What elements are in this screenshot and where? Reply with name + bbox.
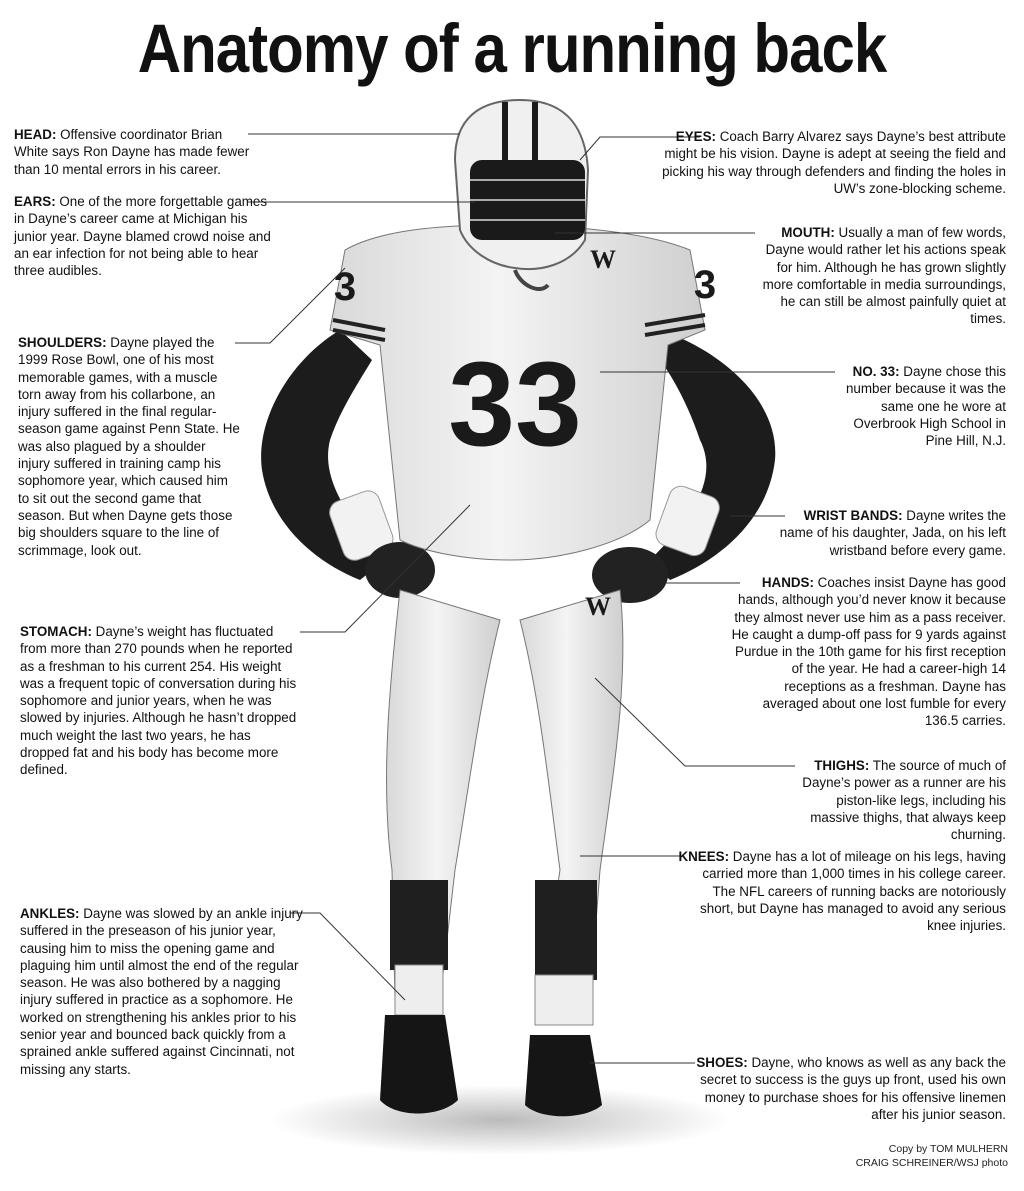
page-title: Anatomy of a running back (137, 9, 887, 88)
blurb-stomach (20, 623, 300, 779)
blurb-label: EYES: (675, 129, 716, 144)
blurb-wrist-bands (774, 507, 1006, 559)
blurb-mouth (748, 224, 1006, 328)
blurb-text: Dayne chose this number because it was the same one he wore at Overbrook High School in Pine Hill, N.J. (845, 364, 1006, 449)
photo-credit (856, 1142, 1008, 1170)
copy-credit: Copy by TOM MULHERN (888, 1143, 1008, 1155)
blurb-label: ANKLES: (20, 906, 80, 921)
jersey-number: 33 (448, 337, 582, 471)
blurb-text: Usually a man of few words, Dayne would rather let his actions speak for him. Although he has grown slightly more comfortable in media surroundings, he can still be almost painfully quiet at times. (762, 225, 1006, 327)
blurb-label: THIGHS: (814, 758, 870, 773)
blurb-text: Dayne’s weight has fluctuated from more than 270 pounds when he reported as a freshman to his current 254. His weight was a frequent topic of conversation during his sophomore and junior years, when he was slowed by injuries. Although he hasn’t dropped much weight the last two years, he has dropped fat and his body has become more defined. (20, 624, 297, 778)
blurb-shoulders (18, 334, 240, 559)
leader-stomach (300, 505, 470, 632)
blurb-text: Dayne played the 1999 Rose Bowl, one of his most memorable games, with a muscle torn away from his collarbone, an injury suffered in the final regular-season game against Penn State. He was also plagued by a shoulder injury suffered in training camp his sophomore year, which caused him to sit out the second game that season. But when Dayne gets those big shoulders square to the line of scrimmage, look out. (18, 335, 240, 558)
leader-ankles (290, 913, 405, 1000)
shoulder-number-left: 3 (693, 263, 717, 307)
blurb-text: One of the more forgettable games in Dayne’s career came at Michigan his junior year. Dayne blamed crowd noise and an ear infection for not being able to hear three audibles. (14, 194, 271, 279)
blurb-label: KNEES: (678, 849, 730, 864)
blurb-ears (14, 193, 279, 279)
blurb-label: WRIST BANDS: (803, 508, 903, 523)
pants-logo: W (585, 592, 611, 621)
blurb-label: NO. 33: (852, 364, 900, 379)
blurb-label: SHOULDERS: (18, 335, 107, 350)
blurb-text: The source of much of Dayne’s power as a runner are his piston-like legs, including his massive thighs, that always keep churning. (802, 758, 1006, 843)
blurb-label: HEAD: (14, 127, 57, 142)
blurb-text: Dayne, who knows as well as any back the secret to success is the guys up front, used his own money to purchase shoes for his offensive linemen after his junior season. (700, 1055, 1006, 1122)
blurb-label: HANDS: (761, 575, 814, 590)
blurb-text: Offensive coordinator Brian White says Ron Dayne has made fewer than 10 mental errors in his career. (14, 127, 250, 177)
blurb-hands (731, 574, 1006, 730)
blurb-label: SHOES: (696, 1055, 748, 1070)
shoulder-number-right: 3 (333, 265, 357, 309)
blurb-text: Dayne writes the name of his daughter, Jada, on his left wristband before every game. (779, 508, 1006, 558)
blurb-thighs (788, 757, 1006, 843)
blurb-text: Dayne was slowed by an ankle injury suffered in the preseason of his junior year, causing him to miss the opening game and plaguing him until almost the end of the regular season. He was also bothered by a nagging injury suffered in practice as a sophomore. He worked on strengthening his ankles prior to his senior year and bounced back quickly from a sprained ankle suffered against Cincinnati, not missing any starts. (20, 906, 303, 1077)
photo-credit-line: CRAIG SCHREINER/WSJ photo (855, 1157, 1008, 1169)
blurb-head (14, 126, 259, 178)
blurb-label: STOMACH: (20, 624, 92, 639)
blurb-label: MOUTH: (781, 225, 835, 240)
blurb-ankles (20, 905, 305, 1078)
blurb-label: EARS: (14, 194, 56, 209)
blurb-eyes (656, 128, 1006, 197)
blurb-text: Coaches insist Dayne has good hands, although you’d never know it because they almost never use him as a pass receiver. He caught a dump-off pass for 9 yards against Purdue in the 10th game for his first reception of the year. He had a career-high 14 receptions as a freshman. Dayne has averaged about one lost fumble for every 136.5 carries. (731, 575, 1006, 729)
blurb-text: Coach Barry Alvarez says Dayne’s best attribute might be his vision. Dayne is adept at seeing the field and picking his way through defenders and finding the holes in UW’s zone-blocking scheme. (662, 129, 1006, 196)
blurb-no33 (826, 363, 1006, 449)
blurb-text: Dayne has a lot of mileage on his legs, having carried more than 1,000 times in his college career. The NFL careers of running backs are notoriously short, but Dayne has managed to avoid any serious knee injuries. (700, 849, 1006, 934)
blurb-knees (676, 848, 1006, 934)
chest-logo: W (590, 245, 616, 274)
blurb-shoes (688, 1054, 1006, 1123)
